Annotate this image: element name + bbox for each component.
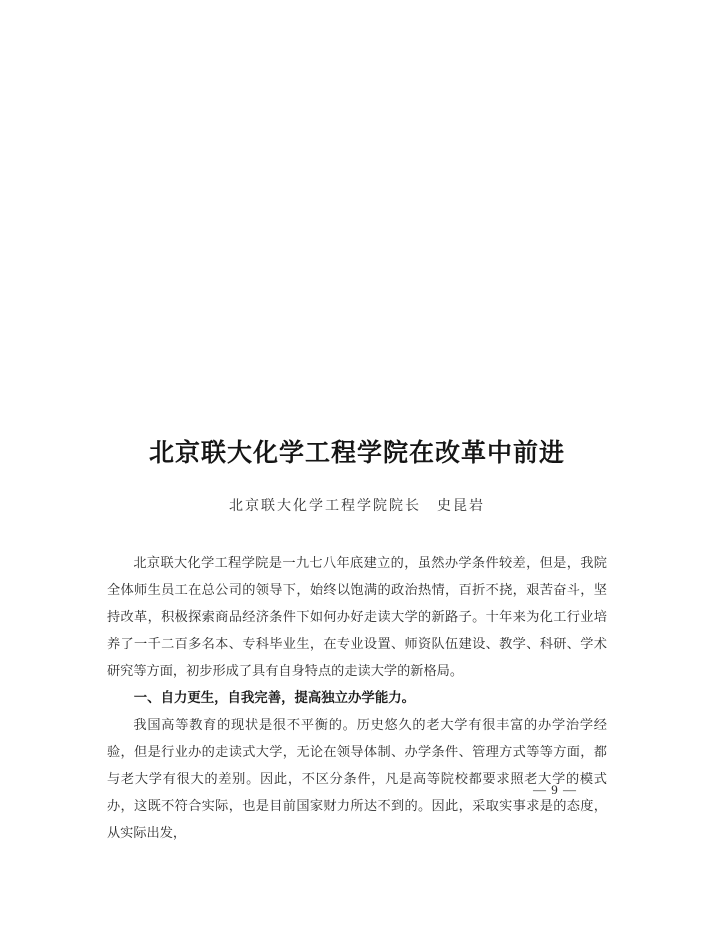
- page-number: — 9 —: [533, 782, 577, 797]
- section-heading: 一、自力更生，自我完善，提高独立办学能力。: [133, 690, 415, 705]
- paragraph-2: 我国高等教育的现状是很不平衡的。历史悠久的老大学有很丰富的办学治学经验，但是行业办的走读式大学，无论在领导体制、办学条件、管理方式等等方面，都与老大学有很大的差别。因此，不区分条件，凡是高等院校都要求照老大学的模式办，这既不符合实际，也是目前国家财力所达不到的。因此，采取实事求是的态度，从实际出发，: [107, 717, 607, 840]
- paragraph-1: 北京联大化学工程学院是一九七八年底建立的，虽然办学条件较差，但是，我院全体师生员工在总公司的领导下，始终以饱满的政治热情，百折不挠，艰苦奋斗，坚持改革，积极探索商品经济条件下如何办好走读大学的新路子。十年来为化工行业培养了一千二百多名本、专科毕业生，在专业设置、师资队伍建设、教学、科研、学术研究等方面，初步形成了具有自身特点的走读大学的新格局。: [107, 555, 607, 678]
- byline: 北京联大化学工程学院院长 史昆岩: [229, 499, 485, 514]
- text-block: [107, 433, 607, 846]
- page-title: 北京联大化学工程学院在改革中前进: [148, 440, 565, 467]
